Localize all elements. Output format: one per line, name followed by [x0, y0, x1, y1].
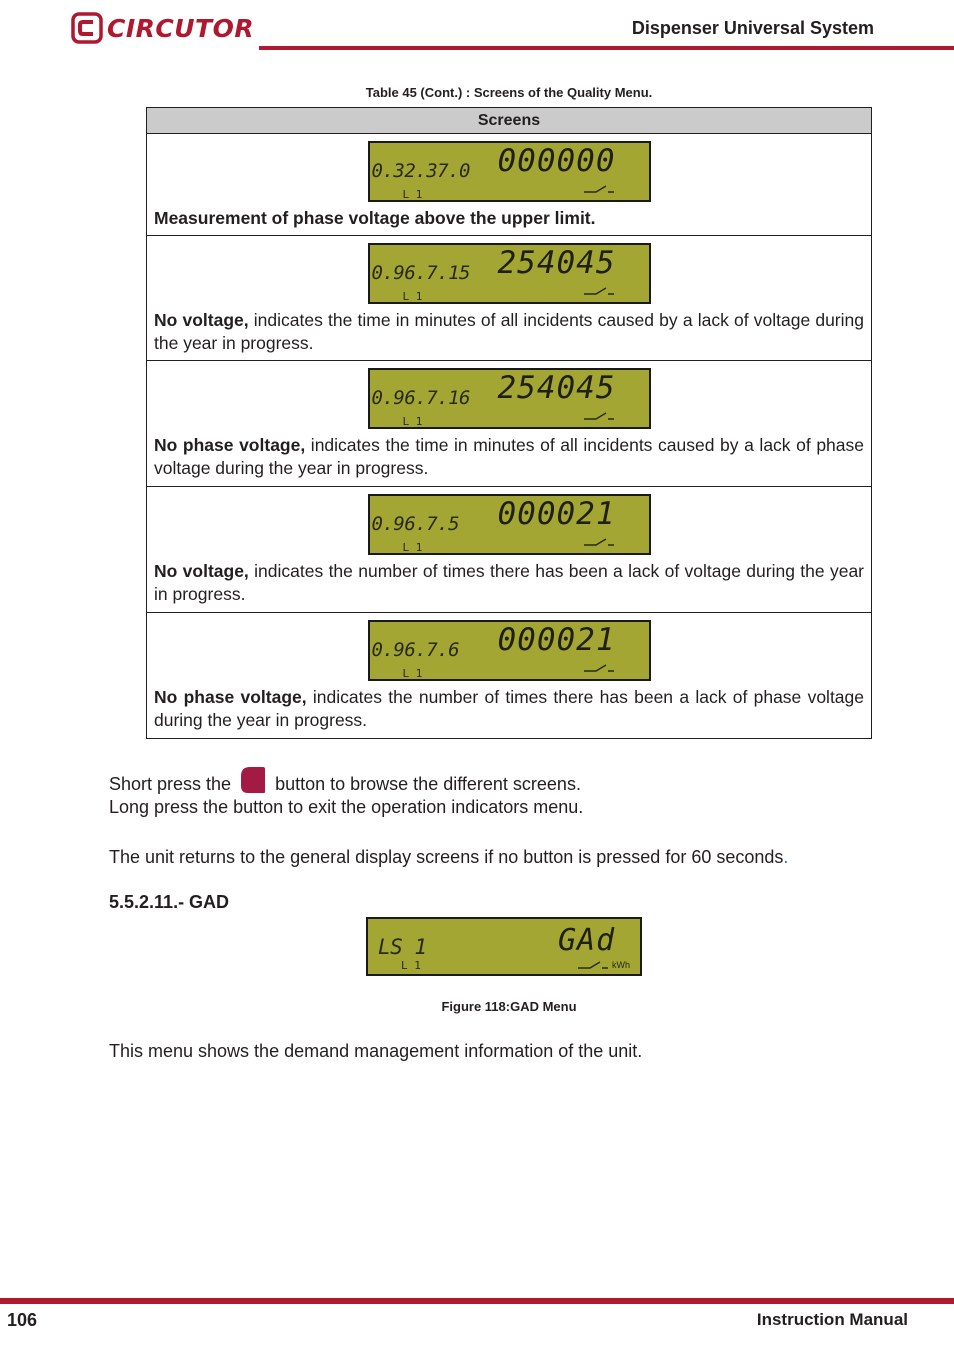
lcd-display [368, 243, 651, 304]
instructions [109, 766, 583, 819]
lcd-left-text: LS 1 [378, 935, 427, 959]
row-text: indicates the time in minutes of all incidents caused by a lack of voltage during the year in progress. [154, 310, 864, 353]
lcd-unit: kWh [612, 960, 630, 970]
figure-caption: Figure 118:GAD Menu [441, 999, 577, 1014]
table-row [147, 134, 872, 236]
lcd-value: 254045 [497, 370, 616, 406]
footer-title: Instruction Manual [756, 1310, 908, 1329]
circutor-logo-icon [71, 12, 103, 44]
lcd-value: GAd [558, 923, 616, 958]
section-title: 5.5.2.11.- GAD [109, 892, 230, 912]
lcd-display [368, 141, 651, 202]
table-caption: Table 45 (Cont.) : Screens of the Quality Menu. [365, 85, 653, 100]
footer-divider [0, 1298, 954, 1304]
lcd-obis-code: 0.96.7.6 [371, 639, 460, 661]
table-header: Screens [147, 108, 872, 134]
table-row [147, 361, 872, 487]
document-title: Dispenser Universal System [631, 18, 874, 38]
circutor-logo [71, 12, 254, 44]
row-bold-text: Measurement of phase voltage above the upper limit. [154, 208, 596, 228]
lcd-obis-code: 0.96.7.16 [371, 387, 470, 409]
lcd-phase: L 1 [402, 667, 423, 680]
row-bold-text: No voltage, [154, 561, 249, 581]
row-bold-text: No phase voltage, [154, 687, 307, 707]
page-number: 106 [7, 1310, 38, 1330]
row-bold-text: No phase voltage, [154, 435, 306, 455]
lcd-value: 254045 [497, 245, 616, 281]
timeout-period: . [783, 847, 789, 867]
switch-icon [582, 286, 616, 296]
table-row [147, 613, 872, 739]
gad-figure [366, 917, 642, 976]
row-text: indicates the number of times there has been a lack of voltage during the year in progress. [154, 561, 865, 604]
switch-icon [582, 663, 616, 673]
lcd-display [368, 620, 651, 681]
row-text: indicates the number of times there has been a lack of phase voltage during the year in progress. [154, 687, 865, 730]
switch-icon [582, 184, 616, 194]
timeout-text: The unit returns to the general display screens if no button is pressed for 60 seconds [109, 847, 784, 867]
section-description: This menu shows the demand management information of the unit. [109, 1041, 643, 1061]
table-row [147, 236, 872, 361]
lcd-phase: L 1 [402, 415, 423, 428]
lcd-value: 000000 [497, 143, 616, 179]
lcd-obis-code: 0.96.7.15 [371, 262, 470, 284]
table-row [147, 487, 872, 613]
switch-icon [582, 411, 616, 421]
row-bold-text: No voltage, [154, 310, 249, 330]
lcd-display [368, 368, 651, 429]
lcd-value: 000021 [497, 496, 616, 532]
lcd-phase: L 1 [402, 541, 423, 554]
button-icon [240, 766, 266, 794]
lcd-display [366, 917, 642, 976]
screens-table [146, 107, 872, 739]
logo-text: CIRCUTOR [107, 13, 255, 43]
switch-icon [582, 537, 616, 547]
switch-icon [576, 960, 610, 970]
lcd-obis-code: 0.96.7.5 [371, 513, 460, 535]
lcd-value: 000021 [497, 622, 616, 658]
lcd-phase: L 1 [401, 959, 421, 972]
row-text: indicates the time in minutes of all incidents caused by a lack of phase voltage during the year in progress. [154, 435, 864, 478]
lcd-obis-code: 0.32.37.0 [371, 160, 470, 182]
header-divider [259, 46, 954, 50]
timeout-text-block [109, 846, 788, 869]
short-press-text-before: Short press the [109, 774, 232, 794]
long-press-text: Long press the button to exit the operation indicators menu. [109, 797, 584, 817]
short-press-text-after: button to browse the different screens. [275, 774, 581, 794]
lcd-phase: L 1 [402, 290, 423, 303]
lcd-phase: L 1 [402, 188, 423, 201]
lcd-display [368, 494, 651, 555]
